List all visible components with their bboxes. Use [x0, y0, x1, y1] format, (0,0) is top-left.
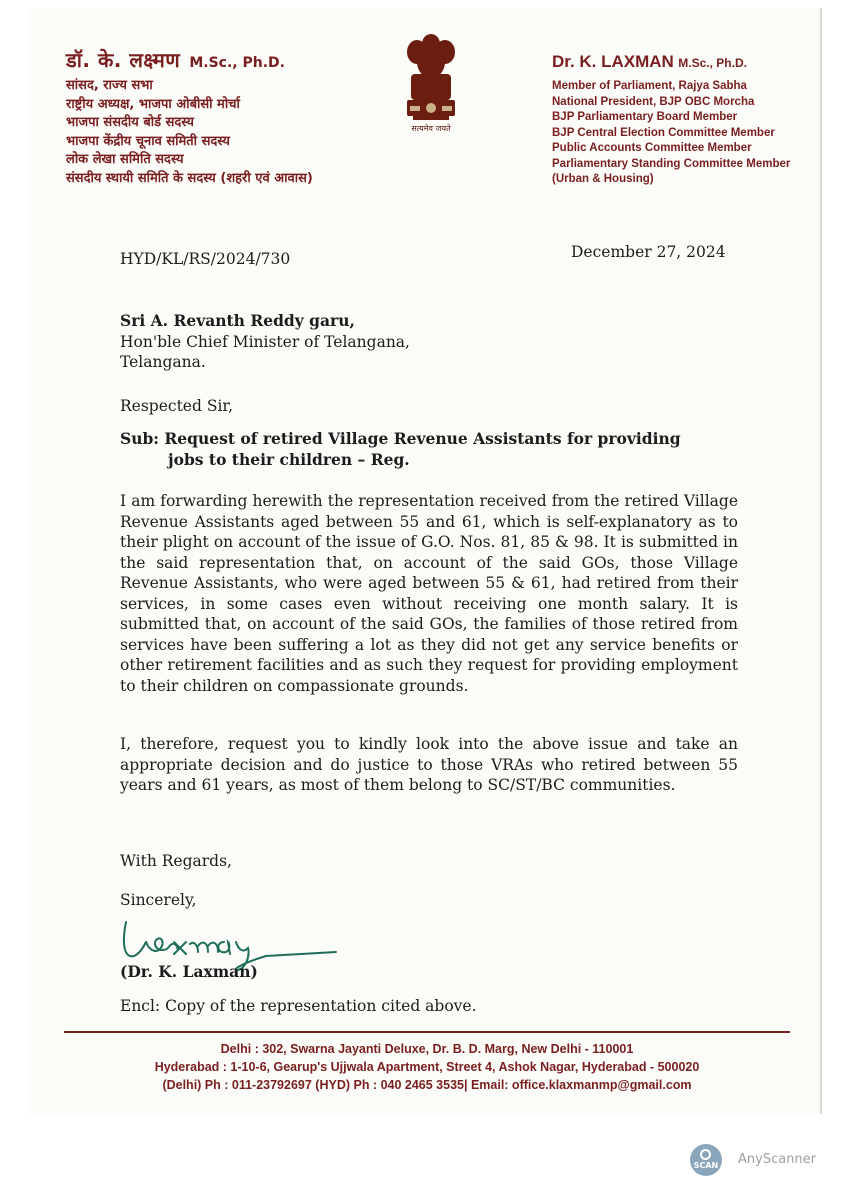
- hindi-role-line: संसदीय स्थायी समिति के सदस्य (शहरी एवं आवास): [66, 170, 313, 186]
- hindi-role-line: भाजपा केंद्रीय चूनाव समिती सदस्य: [66, 133, 230, 149]
- scanner-app-name: AnyScanner: [738, 1152, 817, 1167]
- subject-line: jobs to their children – Reg.: [168, 450, 410, 469]
- reference-number: HYD/KL/RS/2024/730: [120, 250, 291, 268]
- letter-date: December 27, 2024: [571, 243, 726, 261]
- signatory-name: (Dr. K. Laxman): [120, 962, 258, 981]
- english-role-line: Parliamentary Standing Committee Member: [552, 157, 791, 170]
- english-role-line: Public Accounts Committee Member: [552, 142, 752, 154]
- footer-divider: [64, 1031, 790, 1033]
- hindi-role-line: राष्ट्रीय अध्यक्ष, भाजपा ओबीसी मोर्चा: [66, 96, 240, 112]
- page-edge: [820, 8, 822, 1114]
- hindi-role-line: लोक लेखा समिति सदस्य: [66, 152, 184, 167]
- recipient-line: Telangana.: [120, 353, 206, 371]
- scan-icon: SCAN: [690, 1144, 722, 1176]
- english-role-line: BJP Central Election Committee Member: [552, 126, 775, 139]
- english-role-line: Member of Parliament, Rajya Sabha: [552, 80, 747, 92]
- english-role-line: (Urban & Housing): [552, 173, 654, 185]
- letterhead-footer: [64, 1040, 790, 1094]
- closing-regards: With Regards,: [120, 852, 232, 870]
- english-role-line: BJP Parliamentary Board Member: [552, 111, 738, 123]
- footer-hyderabad-address: Hyderabad : 1-10-6, Gearup's Ujjwala Apartment, Street 4, Ashok Nagar, Hyderabad - 500020: [154, 1060, 700, 1074]
- hindi-role-line: भाजपा संसदीय बोर्ड सदस्य: [66, 115, 194, 130]
- hindi-degrees: M.Sc., Ph.D.: [189, 55, 285, 71]
- letterhead-english: [552, 52, 790, 188]
- recipient-line: Hon'ble Chief Minister of Telangana,: [120, 332, 410, 351]
- english-role-line: National President, BJP OBC Morcha: [552, 95, 755, 108]
- salutation: Respected Sir,: [120, 397, 234, 415]
- body-paragraph: I am forwarding herewith the representation received from the retired Village Revenue Assistants aged between 55 and 61, which is self-explanatory as to their plight on account of the issue of G.O. Nos. 81, 85 & 98. It is submitted in the said representation that, on account of the said GOs, those Village Revenue Assistants, who were aged between 55 & 61, had retired from their services, in some cases even without receiving one month salary. It is submitted that, on account of the said GOs, the families of those retired from services have been suffering a lot as they did not get any service benefits or other retirement facilities and as such they request for providing employment to their children on compassionate grounds.: [120, 492, 738, 695]
- footer-contact: (Delhi) Ph : 011-23792697 (HYD) Ph : 040 2465 3535| Email: office.klaxmanmp@gmail.com: [162, 1078, 692, 1092]
- footer-delhi-address: Delhi : 302, Swarna Jayanti Deluxe, Dr. B. D. Marg, New Delhi - 110001: [220, 1042, 634, 1056]
- english-name: Dr. K. LAXMAN: [552, 52, 674, 71]
- hindi-name: डॉ. के. लक्ष्मण: [66, 48, 181, 72]
- subject: [120, 428, 681, 470]
- hindi-role-line: सांसद, राज्य सभा: [66, 78, 153, 93]
- english-degrees: M.Sc., Ph.D.: [678, 56, 747, 70]
- recipient-address: [120, 311, 410, 373]
- enclosure-note: Encl: Copy of the representation cited above.: [120, 997, 477, 1015]
- body-paragraph: I, therefore, request you to kindly look into the above issue and take an appropriate decision and do justice to those VRAs who retired between 55 years and 61 years, as most of them belong to SC/ST/BC communities.: [120, 735, 738, 794]
- recipient-name: Sri A. Revanth Reddy garu,: [120, 311, 355, 330]
- subject-line: Sub: Request of retired Village Revenue Assistants for providing: [120, 429, 681, 448]
- emblem-motto: सत्यमेव जयते: [411, 124, 451, 133]
- letterhead-hindi: [66, 46, 313, 188]
- closing-sincerely: Sincerely,: [120, 891, 197, 909]
